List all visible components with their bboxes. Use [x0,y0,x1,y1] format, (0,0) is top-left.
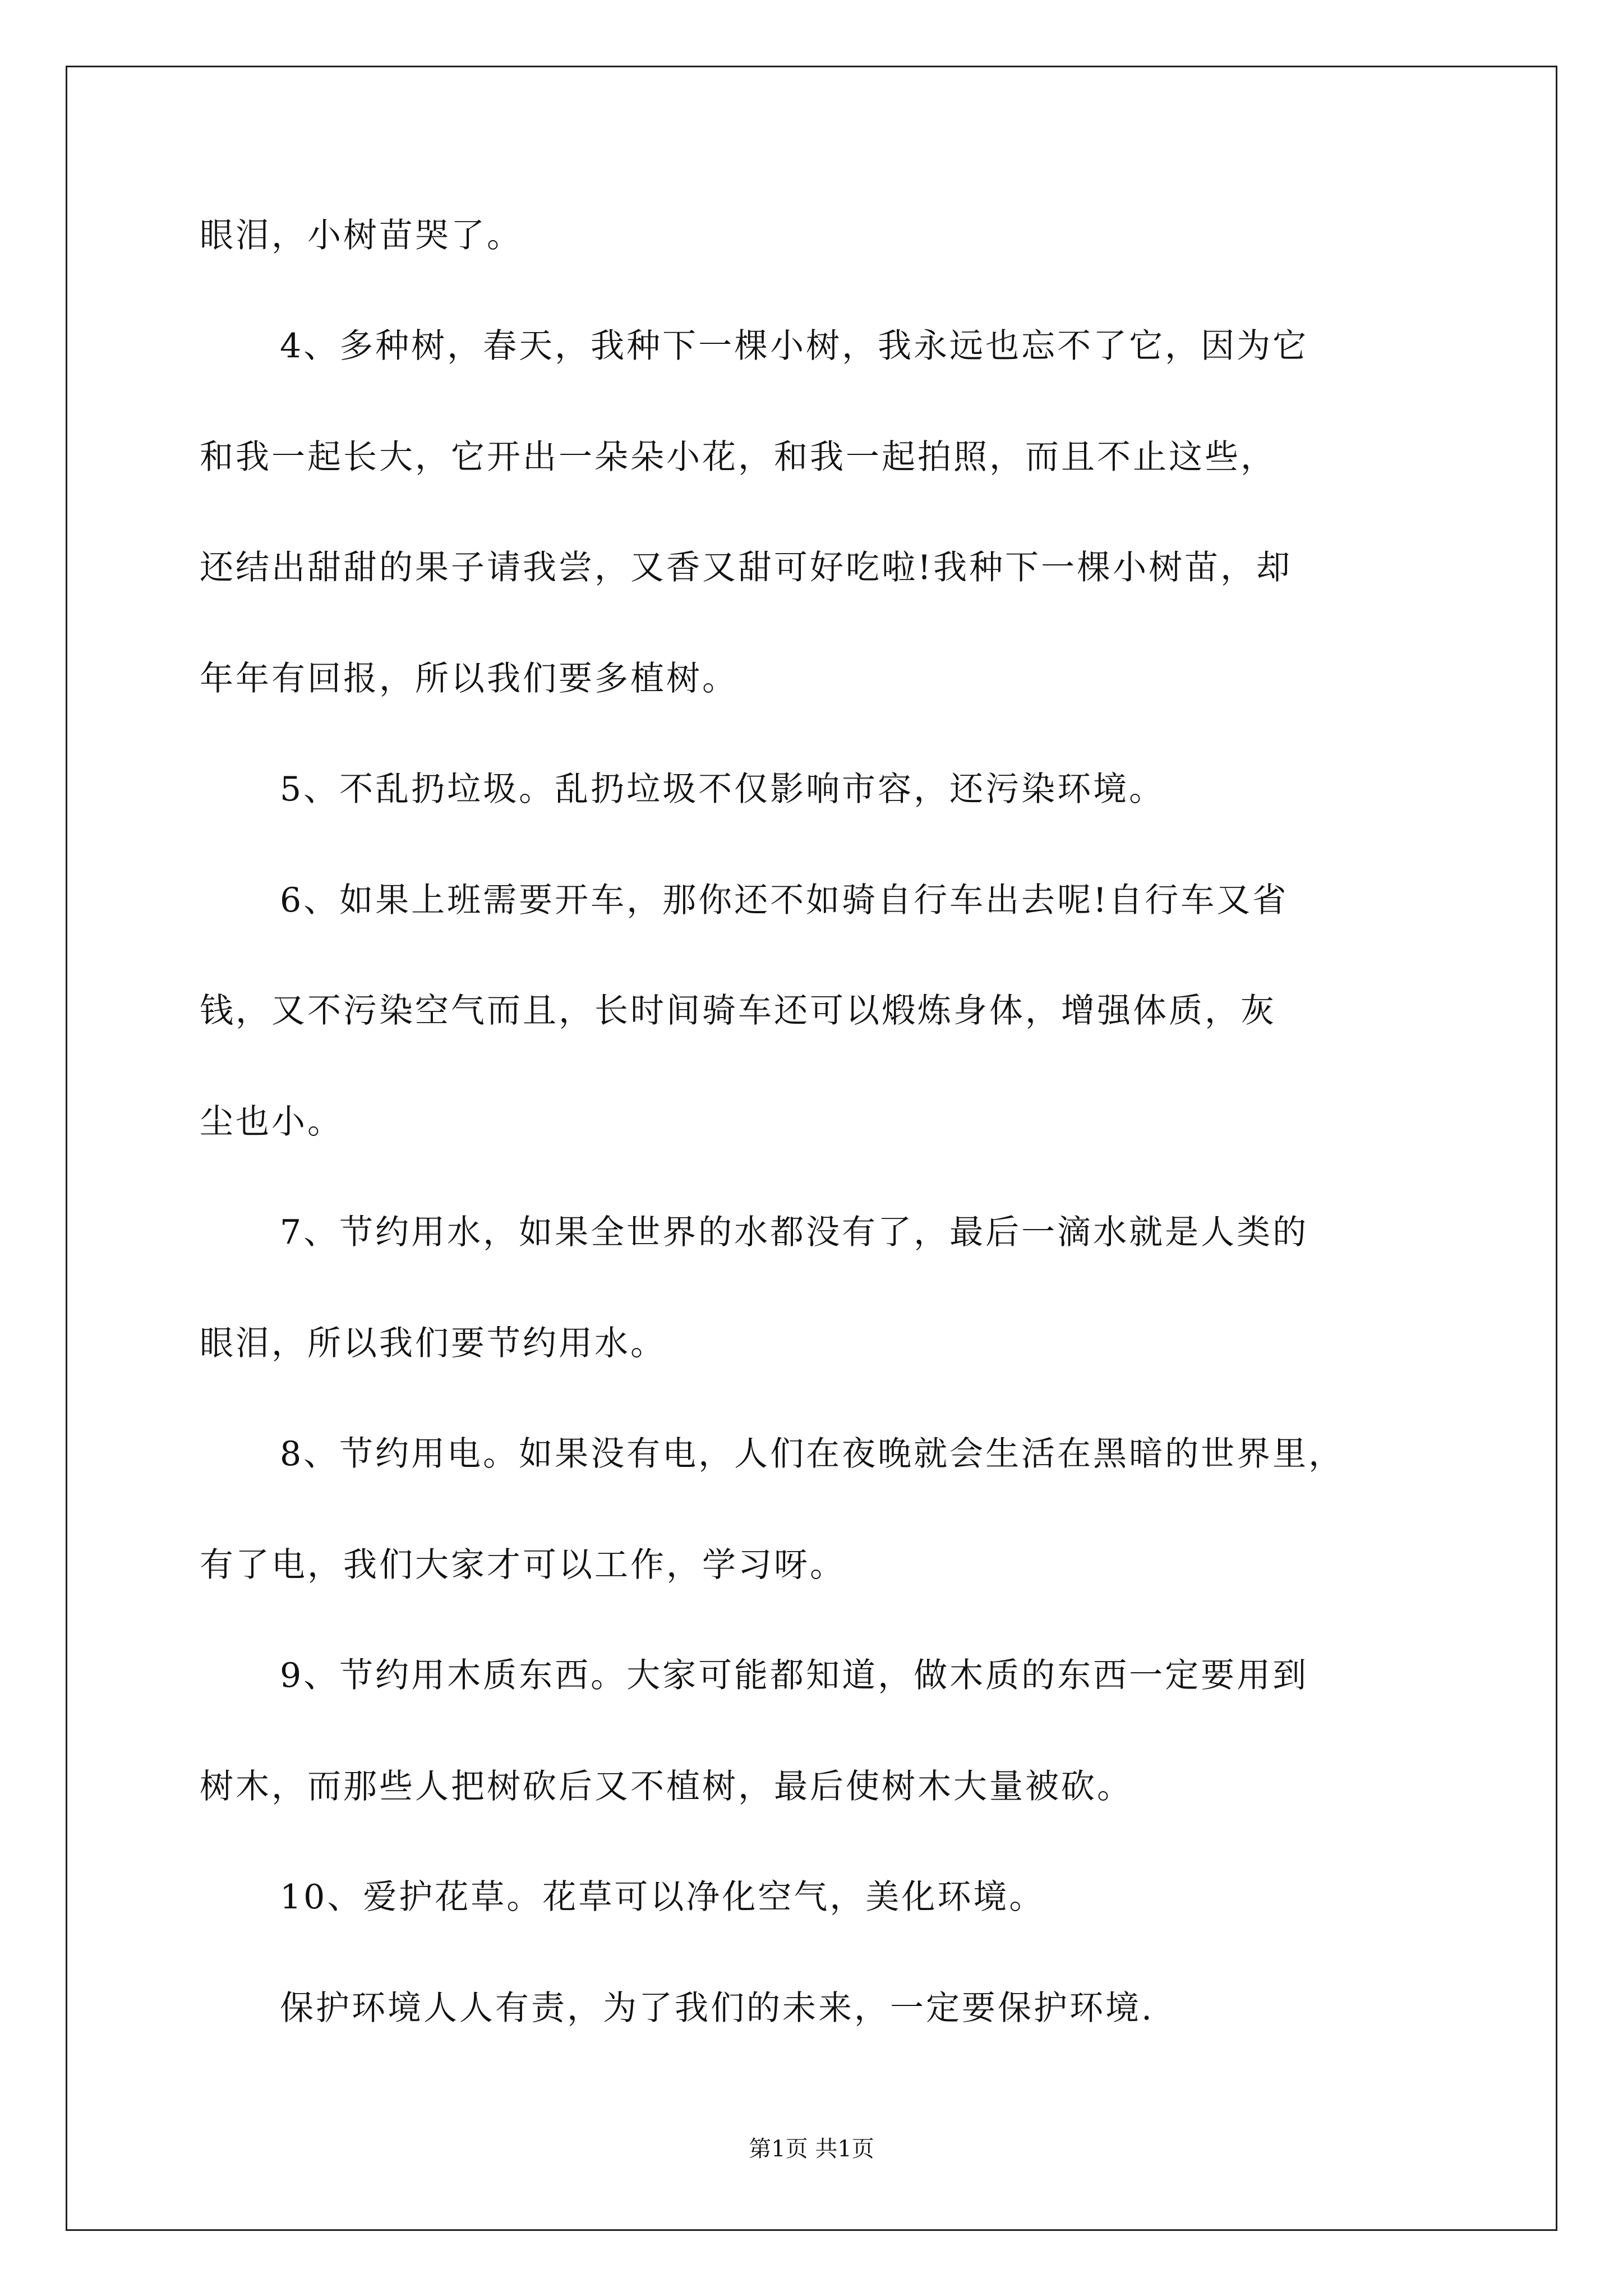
page-number-footer: 第1页 共1页 [749,2136,874,2162]
text-line-15: 树木，而那些人把树砍后又不植树，最后使树木大量被砍。 [200,1767,1133,1806]
text-line-1: 眼泪，小树苗哭了。 [200,216,523,255]
text-line-13: 有了电，我们大家才可以工作，学习呀。 [200,1545,846,1585]
text-line-12: 8、节约用电。如果没有电，人们在夜晚就会生活在黑暗的世界里， [280,1434,1345,1474]
text-line-8: 钱，又不污染空气而且，长时间骑车还可以煅炼身体，增强体质，灰 [200,991,1276,1030]
text-line-2: 4、多种树，春天，我种下一棵小树，我永远也忘不了它，因为它 [280,326,1309,366]
text-line-10: 7、节约用水，如果全世界的水都没有了，最后一滴水就是人类的 [280,1213,1309,1252]
text-line-3: 和我一起长大，它开出一朵朵小花，和我一起拍照，而且不止这些， [200,438,1276,477]
text-line-4: 还结出甜甜的果子请我尝，又香又甜可好吃啦!我种下一棵小树苗，却 [200,548,1293,587]
text-line-5: 年年有回报，所以我们要多植树。 [200,659,738,698]
text-line-16: 10、爱护花草。花草可以净化空气，美化环境。 [280,1878,1045,1917]
text-line-14: 9、节约用木质东西。大家可能都知道，做木质的东西一定要用到 [280,1656,1309,1695]
text-line-9: 尘也小。 [200,1102,343,1142]
text-line-6: 5、不乱扔垃圾。乱扔垃圾不仅影响市容，还污染环境。 [280,770,1165,809]
text-line-11: 眼泪，所以我们要节约用水。 [200,1324,666,1363]
text-line-17: 保护环境人人有责，为了我们的未来，一定要保护环境. [280,1989,1155,2028]
text-line-7: 6、如果上班需要开车，那你还不如骑自行车出去呢!自行车又省 [280,881,1289,920]
